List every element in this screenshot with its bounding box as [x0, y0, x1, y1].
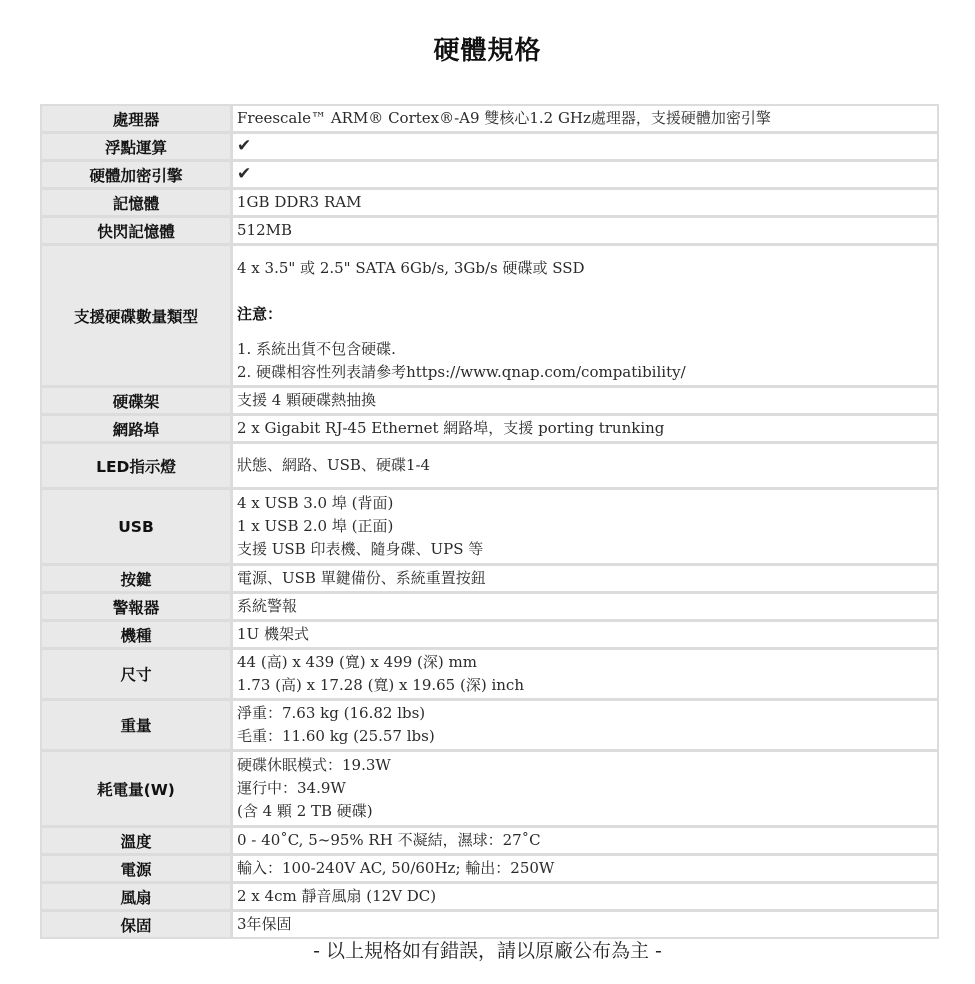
row-label-alarm: 警報器	[42, 594, 233, 622]
table-row	[42, 856, 937, 884]
table-row	[42, 594, 937, 622]
row-value-power-consumption: 硬碟休眠模式：19.3W 運行中：34.9W (含 4 顆 2 TB 硬碟)	[233, 752, 937, 828]
row-label-power-consumption: 耗電量(W)	[42, 752, 233, 828]
table-row	[42, 246, 937, 388]
disclaimer-footer: - 以上規格如有錯誤，請以原廠公布為主 -	[313, 940, 662, 962]
row-value-lan: 2 x Gigabit RJ-45 Ethernet 網路埠，支援 porting trunking	[233, 416, 937, 444]
row-value-fan: 2 x 4cm 靜音風扇 (12V DC)	[233, 884, 937, 912]
table-row	[42, 218, 937, 246]
row-value-crypto	[233, 162, 937, 190]
table-row	[42, 190, 937, 218]
row-label-fpu: 浮點運算	[42, 134, 233, 162]
row-value-drives: 4 x 3.5" 或 2.5" SATA 6Gb/s, 3Gb/s 硬碟或 SSD 注意： 1. 系統出貨不包含硬碟. 2. 硬碟相容性列表請參考https://www.qnap.com/compatibility/	[233, 246, 937, 388]
row-value-alarm: 系統警報	[233, 594, 937, 622]
table-row	[42, 566, 937, 594]
row-label-memory: 記憶體	[42, 190, 233, 218]
row-label-weight: 重量	[42, 701, 233, 752]
row-value-drive-bay: 支援 4 顆硬碟熱抽換	[233, 388, 937, 416]
row-label-buttons: 按鍵	[42, 566, 233, 594]
row-value-warranty: 3年保固	[233, 912, 937, 937]
check-icon: ✔	[237, 164, 252, 184]
table-row	[42, 490, 937, 566]
row-label-crypto: 硬體加密引擎	[42, 162, 233, 190]
row-label-cpu: 處理器	[42, 106, 233, 134]
row-label-lan: 網路埠	[42, 416, 233, 444]
row-value-buttons: 電源、USB 單鍵備份、系統重置按鈕	[233, 566, 937, 594]
row-value-weight: 淨重：7.63 kg (16.82 lbs) 毛重：11.60 kg (25.57 lbs)	[233, 701, 937, 752]
check-icon: ✔	[237, 136, 252, 156]
table-row	[42, 106, 937, 134]
spec-table	[40, 104, 939, 939]
row-label-warranty: 保固	[42, 912, 233, 937]
table-row	[42, 650, 937, 701]
row-label-power-supply: 電源	[42, 856, 233, 884]
row-value-led: 狀態、網路、USB、硬碟1-4	[233, 444, 937, 490]
row-value-form-factor: 1U 機架式	[233, 622, 937, 650]
note-label: 注意：	[237, 305, 283, 323]
row-label-drive-bay: 硬碟架	[42, 388, 233, 416]
row-label-dimensions: 尺寸	[42, 650, 233, 701]
row-value-flash: 512MB	[233, 218, 937, 246]
table-row	[42, 912, 937, 937]
page-title: 硬體規格	[433, 36, 542, 66]
row-value-memory: 1GB DDR3 RAM	[233, 190, 937, 218]
row-label-drives: 支援硬碟數量類型	[42, 246, 233, 388]
row-value-cpu: Freescale™ ARM® Cortex®-A9 雙核心1.2 GHz處理器，支援硬體加密引擎	[233, 106, 937, 134]
row-value-dimensions: 44 (高) x 439 (寬) x 499 (深) mm 1.73 (高) x 17.28 (寬) x 19.65 (深) inch	[233, 650, 937, 701]
row-value-temperature: 0 - 40˚C, 5~95% RH 不凝結，濕球：27˚C	[233, 828, 937, 856]
row-label-flash: 快閃記憶體	[42, 218, 233, 246]
table-row	[42, 416, 937, 444]
table-row	[42, 134, 937, 162]
row-label-led: LED指示燈	[42, 444, 233, 490]
row-label-usb: USB	[42, 490, 233, 566]
row-label-fan: 風扇	[42, 884, 233, 912]
table-row	[42, 388, 937, 416]
table-row	[42, 828, 937, 856]
row-label-form-factor: 機種	[42, 622, 233, 650]
table-row	[42, 752, 937, 828]
row-label-temperature: 溫度	[42, 828, 233, 856]
row-value-usb: 4 x USB 3.0 埠 (背面) 1 x USB 2.0 埠 (正面) 支援 USB 印表機、隨身碟、UPS 等	[233, 490, 937, 566]
table-row	[42, 622, 937, 650]
table-row	[42, 444, 937, 490]
row-value-fpu	[233, 134, 937, 162]
table-row	[42, 701, 937, 752]
table-row	[42, 884, 937, 912]
row-value-power-supply: 輸入：100-240V AC, 50/60Hz; 輸出：250W	[233, 856, 937, 884]
table-row	[42, 162, 937, 190]
